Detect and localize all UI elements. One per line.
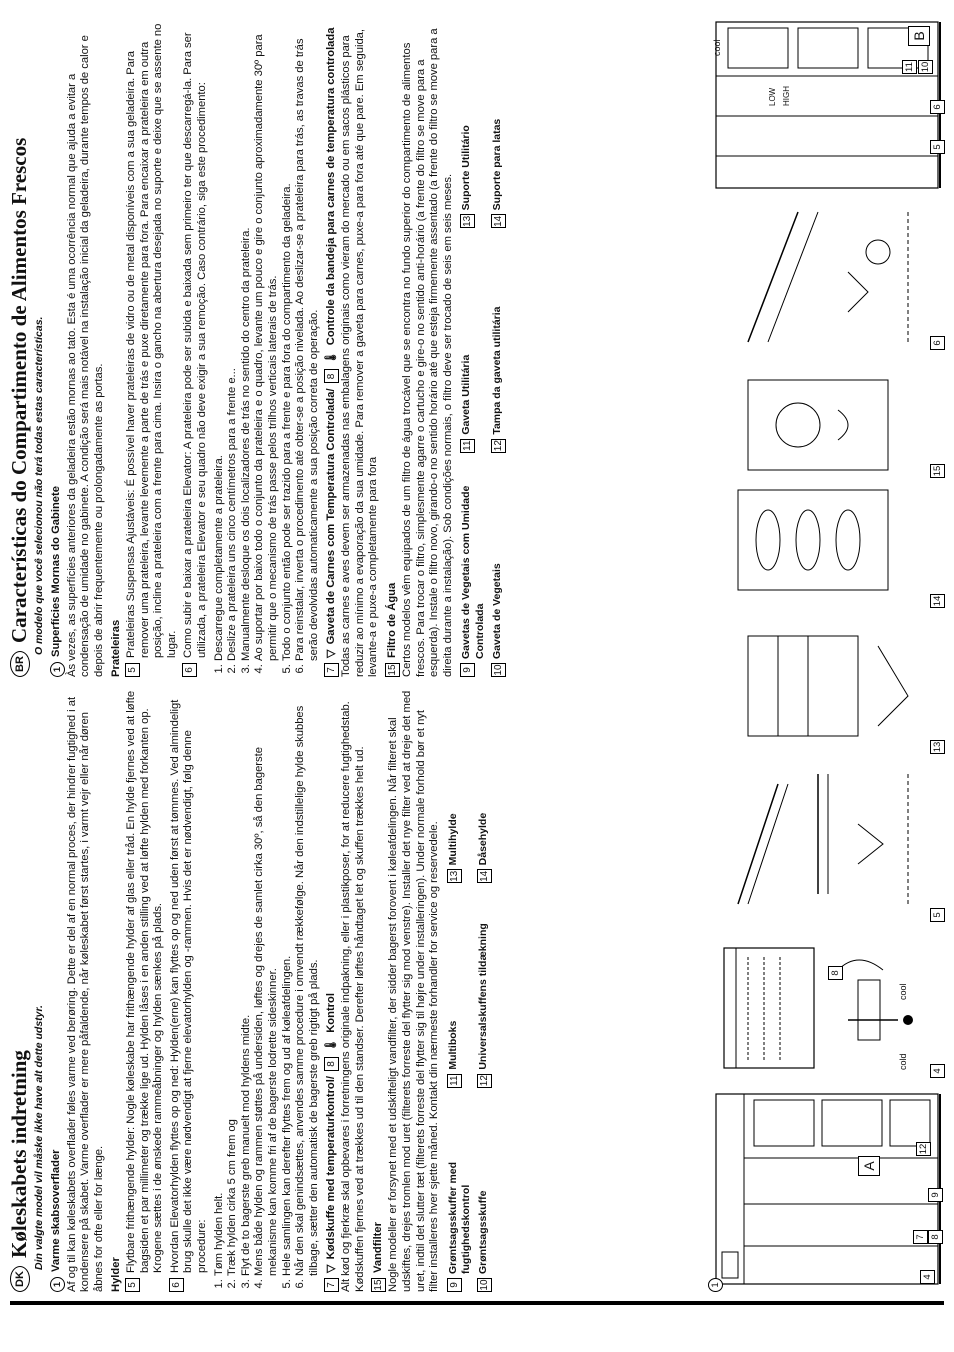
figure-label: 14 bbox=[932, 595, 943, 607]
figure-label: 8 bbox=[928, 1230, 943, 1244]
fridge-diagram-a bbox=[708, 1086, 944, 1296]
br-s15-text: Certos modelos vêm equipados de um filtro de água trocável que se encontra no fundo superior do compartimento de alimentos frescos. Para trocar o filtro, simplesmente agarre o cartucho e gire-o no sentido anti-horário (a frente do filtro se move para a esquerda). Instale o filtro novo, girando-o no sentido horário até que esteja firmemente assentado (a frente do filtro se move para a direita durante a instalação). Sob condições normais, o filtro deve ser trocado de seis em seis meses. bbox=[401, 28, 454, 677]
figure-label: 5 bbox=[930, 140, 945, 154]
figure-label-a: A bbox=[858, 1156, 880, 1176]
crisper-drawing bbox=[708, 930, 944, 1080]
br-legend-item bbox=[460, 461, 487, 677]
legend-label: Gavetas de Vegetais com Umidade Controlada bbox=[460, 485, 487, 659]
dk-s8-number: 8 bbox=[324, 1057, 339, 1071]
br-step: 2. Deslize a prateleira uns cinco centímetros para a frente e... bbox=[226, 12, 240, 661]
dk-legend bbox=[447, 687, 492, 1292]
legend-label: Tampa da gaveta utilitária bbox=[490, 306, 503, 435]
dk-s6 bbox=[169, 687, 210, 1292]
dk-s1-heading bbox=[50, 687, 65, 1292]
legend-label: Gaveta de Vegetais bbox=[490, 563, 503, 659]
page-border-line bbox=[10, 1301, 944, 1305]
legend-number: 9 bbox=[447, 1278, 462, 1292]
dk-s7-tail: Kontrol bbox=[324, 993, 337, 1033]
figure-label: 9 bbox=[928, 1188, 943, 1202]
meat-drawer-icon: ▽ bbox=[324, 649, 337, 658]
dk-s1-title: Varme skabsoverflader bbox=[50, 1149, 63, 1272]
dk-s7-number: 7 bbox=[324, 1278, 339, 1292]
br-subtitle: O modelo que você selecionou não terá todas estas características. bbox=[33, 316, 45, 655]
dk-step: 6. Når den skal genindsættes, anvendes samme procedure i omvendt rækkefølge. Når den indstillelige hylde skubbes tilbage, sætter den automatisk de bagerste greb rigtigt på plads. bbox=[294, 687, 321, 1276]
legend-number: 9 bbox=[460, 663, 475, 677]
br-s1-heading bbox=[50, 12, 65, 677]
br-s5-number: 5 bbox=[125, 663, 140, 677]
br-legend-item bbox=[491, 461, 506, 677]
legend-label: Gaveta Utilitária bbox=[460, 354, 473, 435]
br-language-badge: BR bbox=[10, 651, 30, 677]
br-step: 6. Para reinstalar, inverta o procedimento até obter-se a posição nivelada. Ao deslizar-se a prateleira para trás, as travas de trás serão devolvidas automaticamente a sua posição correta de operação. bbox=[294, 12, 321, 661]
dk-s6-steps bbox=[213, 687, 322, 1292]
dk-s6-text: Hvordan Elevatorhylden flyttes op og ned: Hylden(erne) kan flyttes op og ned uden først at tømmes. Ved almindeligt brug skulle det ikke være nødvendigt at fjerne elevatorhylden og -rammen. Hvis det er nødvendigt, følg denne procedure: bbox=[168, 699, 208, 1273]
dk-s5 bbox=[125, 687, 166, 1292]
figure-label: 5 bbox=[930, 908, 945, 922]
dk-step: 3. Flyt de to bagerste greb manuelt mod hyldens midte. bbox=[240, 687, 254, 1276]
cold-label: cold bbox=[898, 1053, 908, 1070]
dk-title: Køleskabets indretning bbox=[7, 1050, 32, 1258]
br-step: 1. Descarregue completamente a prateleira. bbox=[213, 12, 227, 661]
cool-label: cool bbox=[712, 39, 722, 56]
br-s15-title: Filtro de Água bbox=[385, 582, 398, 658]
figure-label: 8 bbox=[828, 966, 843, 980]
dk-s5-text: Flytbare frithængende hylder: Nogle køleskabe har frithængende hylder af glas eller tråd. En hylde fjernes ved at løfte bagsiden et par millimeter og trække lige ud. Hylden låses i en anden stilling ved at løfte hylden med forkanten op. Krogene sættes i de ønskede rammeåbninger og hylden sænkes på plads. bbox=[124, 690, 165, 1273]
dk-legend-item bbox=[447, 687, 474, 883]
br-s6-steps bbox=[213, 12, 322, 677]
br-legend-item bbox=[491, 236, 506, 452]
br-s15-number: 15 bbox=[387, 664, 399, 676]
legend-label: Multiboks bbox=[446, 1020, 459, 1070]
br-s7-heading bbox=[324, 12, 339, 677]
br-prat-title: Prateleiras bbox=[110, 619, 123, 677]
legend-label: Suporte para latas bbox=[490, 118, 503, 211]
dk-s5-number: 5 bbox=[125, 1278, 140, 1292]
illustration-strip bbox=[708, 14, 946, 1296]
legend-number: 14 bbox=[479, 870, 491, 882]
high-label: HIGH bbox=[782, 86, 791, 106]
br-s7-text: Todas as carnes e aves devem ser armazenadas nas embalagens originais como vieram do mercado ou em sacos plásticos para reduzir ao mínimo a evaporação da sua umidade. Para remover a gaveta para carnes, puxe-a para fora até que pare. Em seguida, levante-a e puxe-a completamente para fora bbox=[340, 28, 380, 677]
figure-label: 7 bbox=[913, 1230, 928, 1244]
dk-s7-text: Alt kød og fjerkræ skal opbevares i forretningens originale indpakning, eller i plastikposer, for at reducere fugtighedstab. Kødskuffen fjernes ved at trækkes ud til den standser. Derefter løftes håndtaget let og skuffen trækkes helt ud. bbox=[340, 701, 366, 1292]
br-s6-text: Como subir e baixar a prateleira Elevator: A prateleira pode ser subida e baixada sem primeiro ter que descarregá-la. Para ser utilizada, a prateleira Elevator e seu quadro não deve exigir a sua remoção. Caso contrário, siga este procedimento: bbox=[182, 32, 208, 658]
legend-number: 10 bbox=[479, 1279, 491, 1291]
br-s1-title: Superfícies Mornas do Gabinete bbox=[50, 486, 63, 657]
dk-legend-item bbox=[477, 1096, 492, 1292]
dk-hylder-title: Hylder bbox=[110, 1257, 123, 1292]
legend-label: Multihylde bbox=[446, 813, 459, 866]
low-label: LOW bbox=[768, 87, 777, 106]
figure-label: 6 bbox=[930, 336, 945, 350]
figure-6 bbox=[708, 202, 944, 352]
filter-can-drawing bbox=[708, 360, 944, 610]
dk-s1-text: Af og til kan køleskabets overflader føles varme ved berøring. Dette er del af en normal proces, der hindrer fugtighed i at kondensere på skabet. Varme overflader er mere påfaldende, når køleskabet først startes, i varmt vejr eller når døren åbnes for ofte eller for længe. bbox=[65, 696, 105, 1292]
legend-label: Dåsehylde bbox=[477, 812, 490, 866]
figure-label: 13 bbox=[932, 741, 943, 753]
legend-label: Suporte Utilitário bbox=[460, 125, 473, 211]
br-legend-item bbox=[491, 12, 506, 228]
dk-s15-title: Vandfilter bbox=[372, 1222, 385, 1273]
legend-number: 14 bbox=[492, 215, 504, 227]
legend-number: 13 bbox=[462, 215, 474, 227]
dk-s15-text: Nogle modeller er forsynet med et udskifteligt vandfilter, der sidder bagerst forovent i køleafdelingen. Når filteret skal udskiftes, drejes tromlen mod uret (filterets forreste del flytter sig mod venstre). Installer det nye filter ved at dreje det med uret, indtil det slutter tæt (filterets forreste del flytter sig til højre under installeringen). Under normale forhold bør et nyt filter installeres hver sjette måned. Kontakt din nærmeste forhandler for service og reservedele. bbox=[387, 690, 441, 1292]
br-s7-number: 7 bbox=[324, 663, 339, 677]
figure-label: 1 bbox=[708, 1278, 723, 1292]
legend-number: 12 bbox=[492, 440, 504, 452]
elevator-shelf-drawing bbox=[708, 202, 944, 352]
br-step: 5. Todo o conjunto então pode ser trazido para a frente e para fora do compartimento da geladeira. bbox=[281, 12, 295, 661]
legend-number: 10 bbox=[492, 664, 504, 676]
br-s6 bbox=[182, 12, 209, 677]
br-s1-text: Às vezes, as superfícies anteriores da geladeira estão mornas ao tato. Esta é uma ocorrência normal que ajuda a evitar a condensação de umidade no gabinete. A condição será mais notável na instalação inicial da geladeira, durante tempos de calor e depois de abrir frequentemente ou prolongadamente as portas. bbox=[65, 35, 105, 677]
br-s8-number: 8 bbox=[324, 369, 339, 383]
br-s6-number: 6 bbox=[182, 663, 197, 677]
legend-label: Universalskuffens tildækning bbox=[477, 923, 490, 1070]
legend-label: Grøntsagsskuffer med fugtighedskontrol bbox=[446, 1161, 473, 1274]
shelf-tilt-drawing bbox=[708, 764, 944, 924]
meat-drawer-icon: ▽ bbox=[324, 1264, 337, 1273]
cool-label: cool bbox=[898, 983, 908, 1000]
br-heading bbox=[7, 12, 32, 677]
figure-13 bbox=[708, 616, 944, 756]
dk-heading bbox=[7, 687, 32, 1292]
thermometer-icon: 🌡 bbox=[324, 350, 337, 365]
legend-label: Grøntsagsskuffe bbox=[477, 1190, 490, 1274]
legend-number: 11 bbox=[448, 1075, 460, 1086]
dk-s15-number: 15 bbox=[373, 1279, 385, 1291]
br-legend-item bbox=[460, 12, 487, 228]
figure-label: 4 bbox=[930, 1064, 945, 1078]
figure-label: 15 bbox=[932, 465, 943, 477]
legend-number: 12 bbox=[479, 1075, 491, 1087]
br-s7-tail: Controle da bandeja para carnes de temperatura controlada bbox=[324, 27, 337, 346]
figure-label: 4 bbox=[920, 1270, 935, 1284]
fridge-a-drawing bbox=[708, 1086, 944, 1296]
br-s15-heading bbox=[385, 12, 400, 677]
figure-5 bbox=[708, 764, 944, 924]
figure-14-15 bbox=[708, 360, 944, 610]
dk-step: 5. Hele samlingen kan derefter flyttes frem og ud af køleafdelingen. bbox=[281, 687, 295, 1276]
dk-legend-item bbox=[447, 1096, 474, 1292]
dk-s15-heading bbox=[371, 687, 386, 1292]
dk-s7-title: Kødskuffe med temperaturkontrol/ bbox=[324, 1076, 337, 1260]
dk-s6-number: 6 bbox=[169, 1278, 184, 1292]
dk-step: 2. Træk hylden cirka 5 cm frem og bbox=[226, 687, 240, 1276]
br-column bbox=[7, 12, 506, 677]
dk-subtitle: Din valgte model vil måske ikke have alt dette udstyr. bbox=[33, 1005, 45, 1270]
fridge-diagram-b bbox=[708, 14, 944, 196]
br-title: Características do Compartimento de Alimentos Frescos bbox=[7, 137, 32, 643]
dk-legend-item bbox=[477, 891, 492, 1087]
legend-number: 13 bbox=[448, 870, 460, 882]
dk-step: 4. Mens både hylden og rammen støttes på undersiden, løftes og drejes de samlet cirka 30º, så den bagerste mekanisme kan komme fri af de bagerste lodrette sideskinner. bbox=[253, 687, 280, 1276]
dk-s7-heading bbox=[324, 687, 339, 1292]
legend-number: 11 bbox=[462, 440, 474, 451]
br-s5-text: Prateleiras Suspensas Ajustáveis: É possível haver prateleiras de vidro ou de metal disponíveis com a sua geladeira. Para remover uma prateleira, levante levemente a parte de trás e puxe diretamente para fora. Para encaixar a prateleira em outra posição, incline a prateleira com a frente para cima. Insira o gancho na abertura desejada no suporte e deixe que se assente no lugar. bbox=[124, 23, 178, 658]
br-s7-title: Gaveta de Carnes com Temperatura Controlada/ bbox=[324, 388, 337, 645]
br-step: 4. Ao suportar por baixo todo o conjunto da prateleira e o quadro, levante um pouco e gire o conjunto aproximadamente 30º para permitir que o mecanismo de trás passe pelos trilhos verticais laterais de trás. bbox=[253, 12, 280, 661]
figure-label: 6 bbox=[930, 100, 945, 114]
br-s5 bbox=[125, 12, 179, 677]
figure-label: 10 bbox=[920, 61, 931, 73]
dk-column bbox=[7, 687, 492, 1292]
thermometer-icon: 🌡 bbox=[324, 1037, 337, 1052]
dk-language-badge: DK bbox=[10, 1266, 30, 1292]
figure-label: 12 bbox=[918, 1143, 929, 1155]
dk-legend-item bbox=[447, 891, 474, 1087]
br-legend-item bbox=[460, 236, 487, 452]
figure-label: 11 bbox=[902, 60, 917, 74]
figure-4 bbox=[708, 930, 944, 1080]
utility-shelf-drawing bbox=[708, 616, 944, 756]
dk-step: 1. Tøm hylden helt. bbox=[213, 687, 227, 1276]
figure-label-b: B bbox=[908, 26, 930, 46]
dk-s1-number: 1 bbox=[50, 1277, 65, 1292]
br-s1-number: 1 bbox=[50, 662, 65, 677]
dk-legend-item bbox=[477, 687, 492, 883]
br-legend bbox=[460, 12, 505, 677]
br-step: 3. Manualmente desloque os dois localizadores de trás no sentido do centro da prateleira. bbox=[240, 12, 254, 661]
